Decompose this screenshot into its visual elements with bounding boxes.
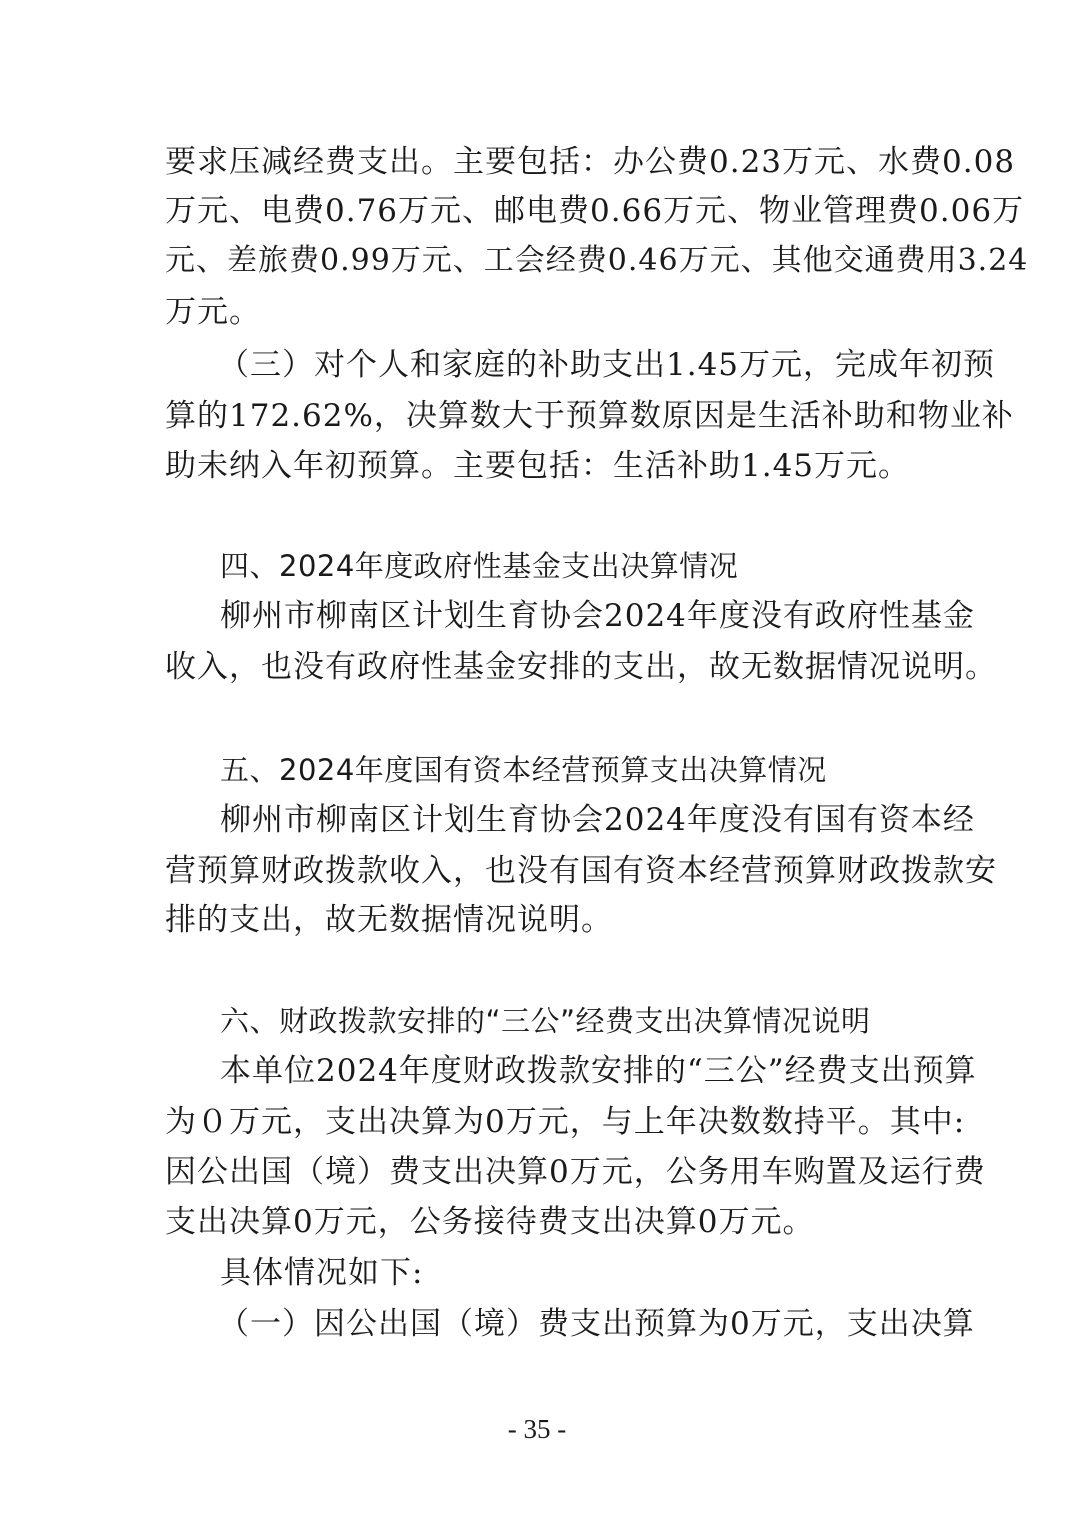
page-number: - 35 - xyxy=(507,1414,567,1444)
body-line: 具体情况如下: xyxy=(220,1255,424,1291)
body-line: （一）因公出国（境）费支出预算为0万元，支出决算 xyxy=(218,1306,975,1342)
body-line: 为０万元，支出决算为0万元，与上年决数数持平。其中: xyxy=(165,1104,966,1140)
body-line: 本单位2024年度财政拨款安排的“三公”经费支出预算 xyxy=(220,1053,977,1089)
body-line: 柳州市柳南区计划生育协会2024年度没有政府性基金 xyxy=(220,598,975,634)
body-line: 助未纳入年初预算。主要包括：生活补助1.45万元。 xyxy=(165,448,911,484)
body-line: 排的支出，故无数据情况说明。 xyxy=(165,902,613,938)
body-line: 要求压减经费支出。主要包括：办公费0.23万元、水费0.08 xyxy=(165,144,1016,180)
body-line: 万元。 xyxy=(165,294,261,330)
body-line: 算的172.62%，决算数大于预算数原因是生活补助和物业补 xyxy=(165,398,1014,434)
section-heading: 五、2024年度国有资本经营预算支出决算情况 xyxy=(220,753,827,787)
section-heading: 六、财政拨款安排的“三公”经费支出决算情况说明 xyxy=(220,1004,871,1038)
body-line: （三）对个人和家庭的补助支出1.45万元，完成年初预 xyxy=(218,347,996,383)
body-line: 收入，也没有政府性基金安排的支出，故无数据情况说明。 xyxy=(165,649,997,685)
body-line: 元、差旅费0.99万元、工会经费0.46万元、其他交通费用3.24 xyxy=(165,243,1029,278)
body-line: 支出决算0万元，公务接待费支出决算0万元。 xyxy=(165,1204,815,1240)
section-heading: 四、2024年度政府性基金支出决算情况 xyxy=(220,549,739,583)
body-line: 万元、电费0.76万元、邮电费0.66万元、物业管理费0.06万 xyxy=(165,193,1025,229)
body-line: 因公出国（境）费支出决算0万元，公务用车购置及运行费 xyxy=(165,1154,986,1190)
body-line: 柳州市柳南区计划生育协会2024年度没有国有资本经 xyxy=(220,802,975,838)
body-line: 营预算财政拨款收入，也没有国有资本经营预算财政拨款安 xyxy=(165,853,997,889)
